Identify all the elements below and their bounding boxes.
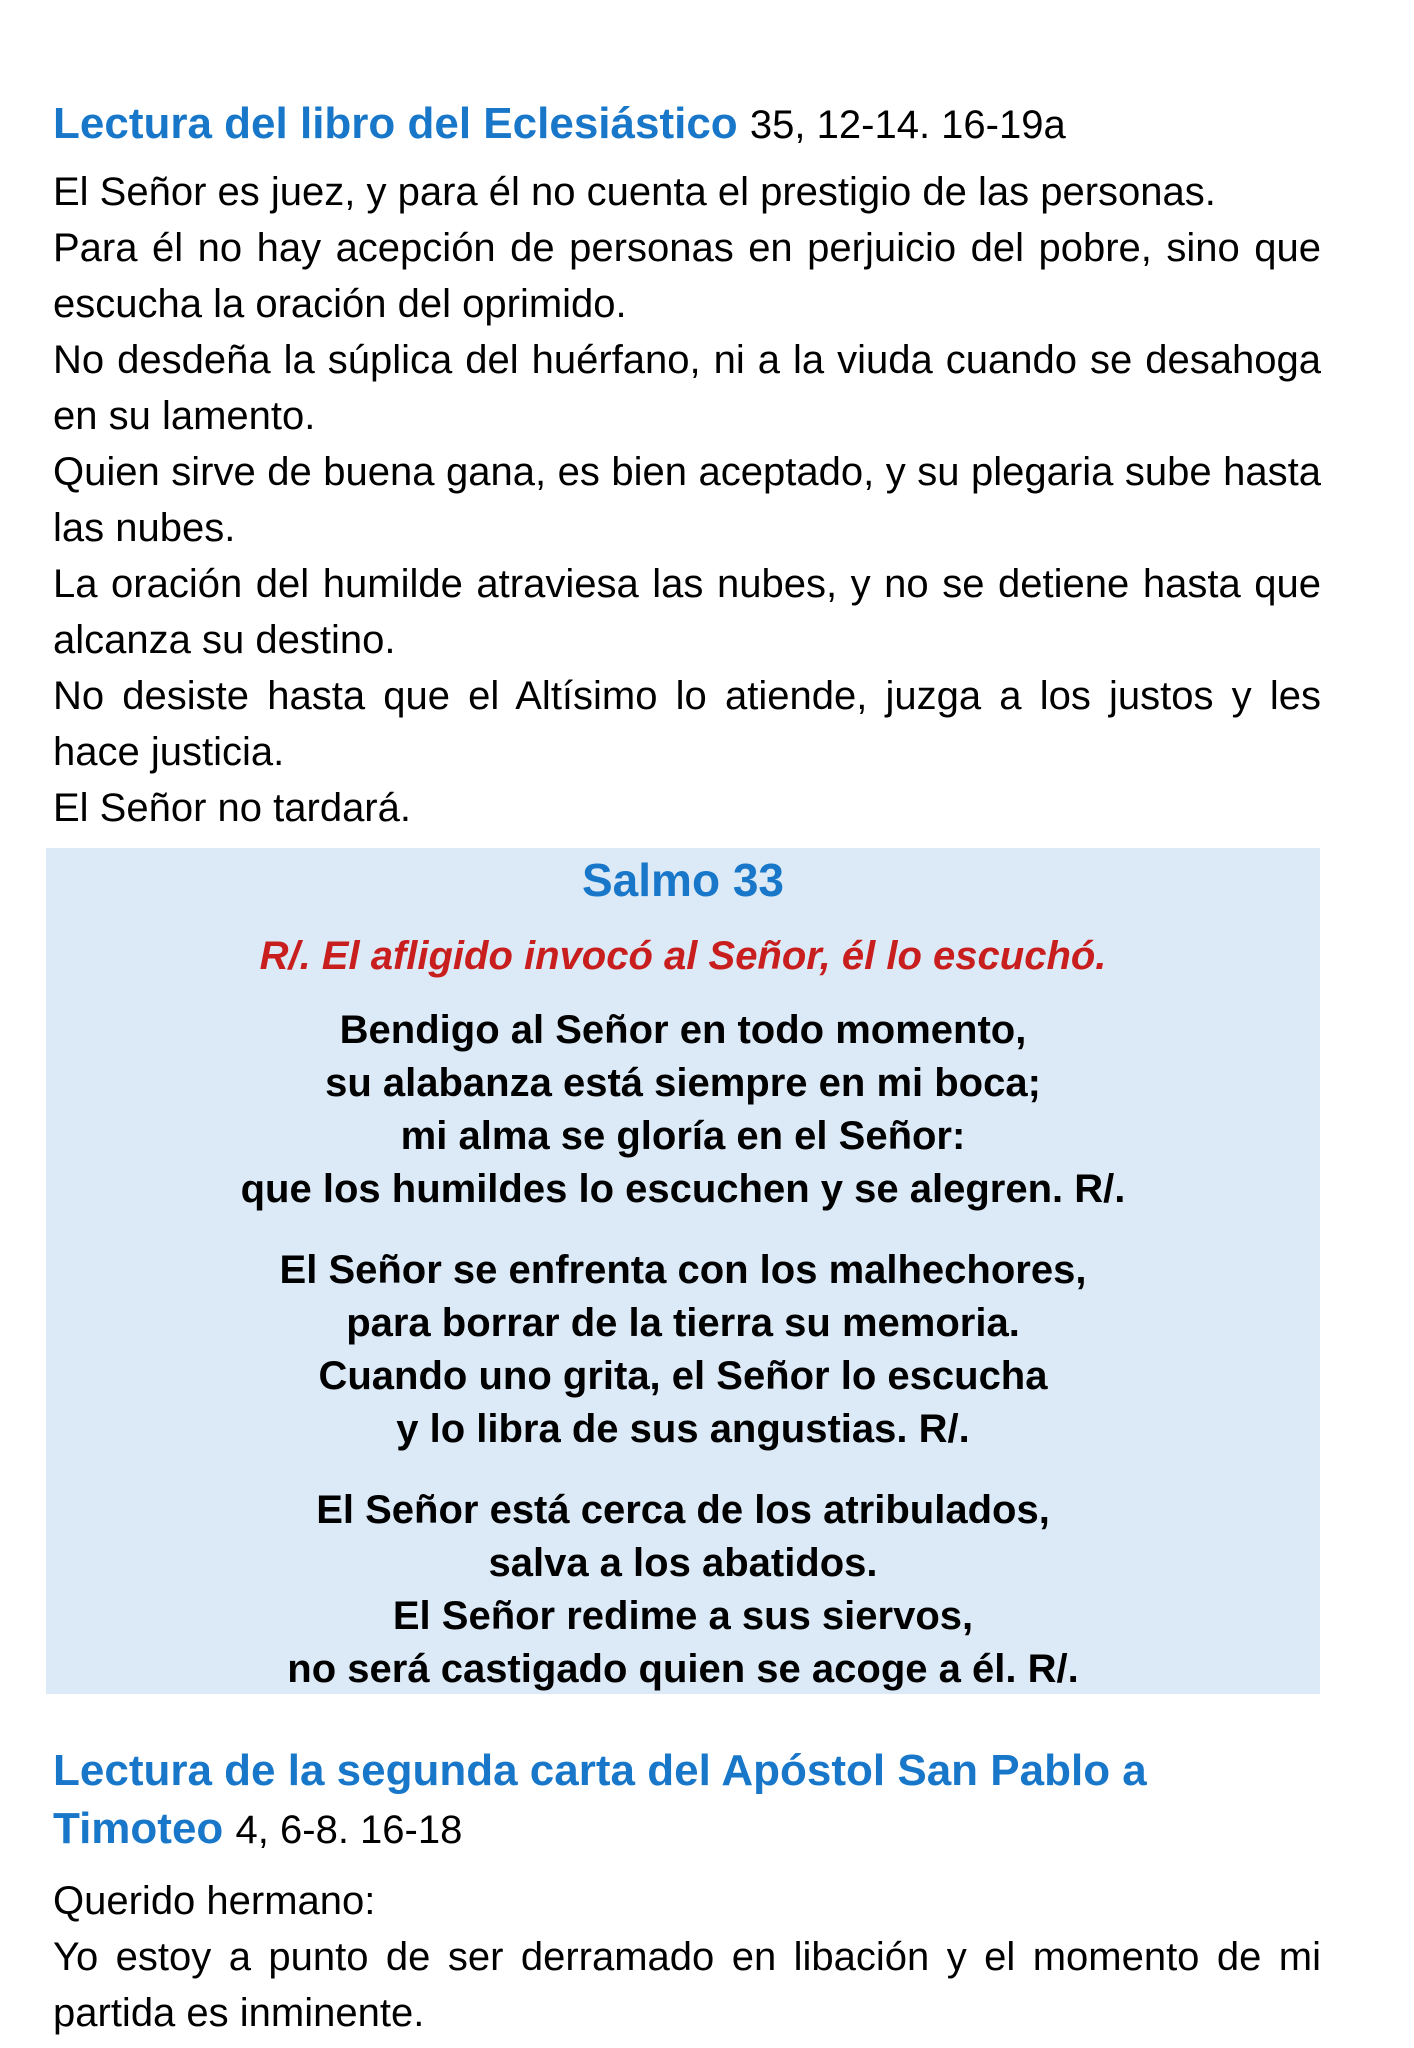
psalm-stanza-2 xyxy=(46,1244,1320,1456)
first-reading-paragraph: No desiste hasta que el Altísimo lo atiende, juzga a los justos y les hace justicia. xyxy=(53,674,1321,775)
psalm-line: Bendigo al Señor en todo momento, xyxy=(339,1008,1027,1052)
psalm-response: R/. El afligido invocó al Señor, él lo escuchó. xyxy=(259,934,1107,978)
first-reading-reference: 35, 12-14. 16-19a xyxy=(749,103,1066,147)
first-reading-paragraph: El Señor no tardará. xyxy=(53,786,411,831)
psalm-stanza-3 xyxy=(46,1484,1320,1696)
second-reading xyxy=(53,1742,1321,2041)
psalm-line: salva a los abatidos. xyxy=(488,1541,878,1585)
psalm-title: Salmo 33 xyxy=(582,854,784,906)
second-reading-paragraph: Yo estoy a punto de ser derramado en libación y el momento de mi partida es inminente. xyxy=(53,1935,1321,2035)
first-reading xyxy=(53,96,1321,836)
psalm-line: y lo libra de sus angustias. R/. xyxy=(396,1407,970,1451)
second-reading-heading xyxy=(53,1742,1321,1859)
psalm-line: su alabanza está siempre en mi boca; xyxy=(325,1061,1041,1105)
psalm-line: para borrar de la tierra su memoria. xyxy=(346,1301,1020,1345)
psalm-stanza-1 xyxy=(46,1004,1320,1216)
first-reading-heading xyxy=(53,96,1321,152)
second-reading-reference: 4, 6-8. 16-18 xyxy=(235,1808,463,1852)
first-reading-paragraph: No desdeña la súplica del huérfano, ni a la viuda cuando se desahoga en su lamento. xyxy=(53,338,1321,439)
first-reading-title: Lectura del libro del Eclesiástico xyxy=(53,99,738,148)
psalm-line: El Señor está cerca de los atribulados, xyxy=(316,1488,1050,1532)
psalm-line: Cuando uno grita, el Señor lo escucha xyxy=(318,1354,1048,1398)
psalm-line: El Señor redime a sus siervos, xyxy=(392,1594,974,1638)
psalm-line: que los humildes lo escuchen y se alegren. R/. xyxy=(240,1167,1126,1211)
second-reading-title: Lectura de la segunda carta del Apóstol San Pablo a Timoteo xyxy=(53,1746,1147,1853)
first-reading-paragraph: El Señor es juez, y para él no cuenta el prestigio de las personas. xyxy=(53,170,1216,215)
psalm-line: no será castigado quien se acoge a él. R/. xyxy=(287,1647,1079,1691)
psalm-box xyxy=(46,848,1320,1694)
psalm-line: mi alma se gloría en el Señor: xyxy=(400,1114,966,1158)
second-reading-body xyxy=(53,1873,1321,2041)
first-reading-paragraph: Para él no hay acepción de personas en perjuicio del pobre, sino que escucha la oración del oprimido. xyxy=(53,226,1321,327)
psalm-line: El Señor se enfrenta con los malhechores, xyxy=(279,1248,1087,1292)
first-reading-paragraph: La oración del humilde atraviesa las nubes, y no se detiene hasta que alcanza su destino. xyxy=(53,562,1321,663)
first-reading-paragraph: Quien sirve de buena gana, es bien aceptado, y su plegaria sube hasta las nubes. xyxy=(53,450,1321,551)
second-reading-paragraph: Querido hermano: xyxy=(53,1879,376,1923)
first-reading-body xyxy=(53,164,1321,836)
